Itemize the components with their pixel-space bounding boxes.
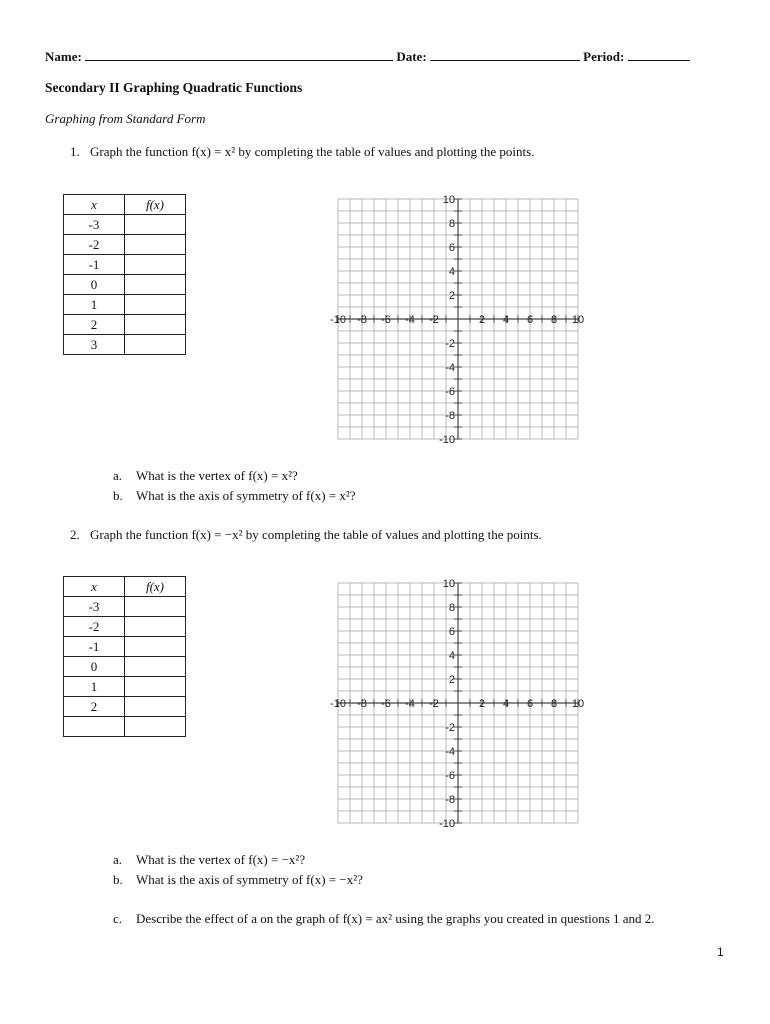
x-tick-label: -4 [405, 314, 415, 326]
table-row [64, 657, 186, 677]
table-row [64, 617, 186, 637]
table-row [64, 215, 186, 235]
y-tick-label: -8 [445, 794, 455, 806]
q1a-label: a. [113, 468, 123, 483]
y-tick-label: 4 [448, 266, 455, 278]
x-cell: 0 [64, 275, 125, 295]
table-row [64, 295, 186, 315]
fx-cell[interactable] [125, 637, 186, 657]
fx-cell[interactable] [125, 295, 186, 315]
y-tick-label: 8 [448, 602, 455, 614]
q1-prompt: Graph the function f(x) = x² by completing the table of values and plotting the points. [90, 144, 535, 159]
x-header: x [64, 195, 125, 215]
x-header: x [64, 577, 125, 597]
x-tick-label: -8 [357, 314, 367, 326]
y-tick-label: -10 [439, 818, 455, 830]
y-tick-label: -6 [445, 770, 455, 782]
table-row [64, 597, 186, 617]
period-label: Period: [583, 49, 625, 64]
x-tick-label: 6 [526, 314, 534, 326]
fx-cell[interactable] [125, 697, 186, 717]
q2a-text: What is the vertex of f(x) = −x²? [136, 852, 306, 867]
y-tick-label: 6 [448, 242, 455, 254]
y-tick-label: -4 [445, 746, 455, 758]
x-tick-label: -2 [429, 698, 439, 710]
x-cell: -3 [64, 215, 125, 235]
q2b-label: b. [113, 872, 123, 887]
table-row [64, 677, 186, 697]
header-row [45, 48, 690, 65]
fx-header: f(x) [125, 195, 186, 215]
x-cell: 0 [64, 657, 125, 677]
y-tick-label: 2 [448, 674, 455, 686]
y-tick-label: 6 [448, 626, 455, 638]
q2-number: 2. [70, 527, 80, 542]
table-row [64, 697, 186, 717]
x-tick-label: 4 [502, 698, 510, 710]
x-tick-label: -2 [429, 314, 439, 326]
table-header-row [64, 195, 186, 215]
fx-header: f(x) [125, 577, 186, 597]
fx-cell[interactable] [125, 215, 186, 235]
y-tick-label: 2 [448, 290, 455, 302]
page-number: 1 [717, 945, 724, 959]
fx-cell[interactable] [125, 235, 186, 255]
q2b-text: What is the axis of symmetry of f(x) = −x²? [136, 872, 363, 887]
fx-cell[interactable] [125, 335, 186, 355]
x-tick-label: 10 [571, 698, 585, 710]
fx-cell[interactable] [125, 597, 186, 617]
y-tick-label: -10 [439, 434, 455, 446]
x-cell: -3 [64, 597, 125, 617]
fx-cell[interactable] [125, 275, 186, 295]
x-tick-label: -10 [330, 698, 346, 710]
name-blank[interactable] [85, 48, 393, 61]
y-tick-label: -2 [445, 338, 455, 350]
x-cell: 2 [64, 315, 125, 335]
date-blank[interactable] [430, 48, 580, 61]
y-tick-label: 10 [442, 578, 455, 590]
x-cell: -2 [64, 617, 125, 637]
y-tick-label: 4 [448, 650, 455, 662]
q1a-text: What is the vertex of f(x) = x²? [136, 468, 298, 483]
q1-value-table [63, 194, 186, 355]
name-label: Name: [45, 49, 82, 64]
q1b-label: b. [113, 488, 123, 503]
x-tick-label: 8 [550, 314, 558, 326]
x-cell: -1 [64, 637, 125, 657]
x-cell: -1 [64, 255, 125, 275]
x-cell: -2 [64, 235, 125, 255]
y-tick-label: -8 [445, 410, 455, 422]
x-tick-label: 2 [478, 314, 486, 326]
q2-prompt: Graph the function f(x) = −x² by completing the table of values and plotting the points. [90, 527, 542, 542]
q1b-text: What is the axis of symmetry of f(x) = x²? [136, 488, 356, 503]
x-tick-label: 4 [502, 314, 510, 326]
x-tick-label: -6 [381, 698, 391, 710]
x-tick-label: 8 [550, 698, 558, 710]
y-tick-label: 8 [448, 218, 455, 230]
x-cell: 1 [64, 677, 125, 697]
x-cell: 2 [64, 697, 125, 717]
table-header-row [64, 577, 186, 597]
q2c-text: Describe the effect of a on the graph of f(x) = ax² using the graphs you created in questions 1 and 2. [136, 911, 655, 926]
worksheet-title: Secondary II Graphing Quadratic Functions [45, 80, 303, 95]
table-row [64, 717, 186, 737]
fx-cell[interactable] [125, 255, 186, 275]
x-tick-label: -4 [405, 698, 415, 710]
fx-cell[interactable] [125, 677, 186, 697]
q2c-label: c. [113, 911, 123, 926]
table-row [64, 315, 186, 335]
q2a-label: a. [113, 852, 123, 867]
x-tick-label: -6 [381, 314, 391, 326]
q1-number: 1. [70, 144, 80, 159]
table-row [64, 235, 186, 255]
y-tick-label: -4 [445, 362, 455, 374]
q2-coordinate-grid[interactable] [330, 578, 585, 830]
x-tick-label: -8 [357, 698, 367, 710]
x-cell [64, 717, 125, 737]
q1-coordinate-grid[interactable] [330, 194, 585, 446]
table-row [64, 637, 186, 657]
x-cell: 1 [64, 295, 125, 315]
date-label: Date: [396, 49, 427, 64]
q2-value-table [63, 576, 186, 737]
period-blank[interactable] [628, 48, 690, 61]
table-row [64, 255, 186, 275]
x-tick-label: 10 [571, 314, 585, 326]
x-tick-label: 2 [478, 698, 486, 710]
x-tick-label: -10 [330, 314, 346, 326]
x-tick-label: 6 [526, 698, 534, 710]
fx-cell[interactable] [125, 717, 186, 737]
table-row [64, 335, 186, 355]
fx-cell[interactable] [125, 657, 186, 677]
y-tick-label: -2 [445, 722, 455, 734]
table-row [64, 275, 186, 295]
fx-cell[interactable] [125, 617, 186, 637]
section-subtitle: Graphing from Standard Form [45, 111, 206, 126]
y-tick-label: 10 [442, 194, 455, 206]
fx-cell[interactable] [125, 315, 186, 335]
x-cell: 3 [64, 335, 125, 355]
y-tick-label: -6 [445, 386, 455, 398]
